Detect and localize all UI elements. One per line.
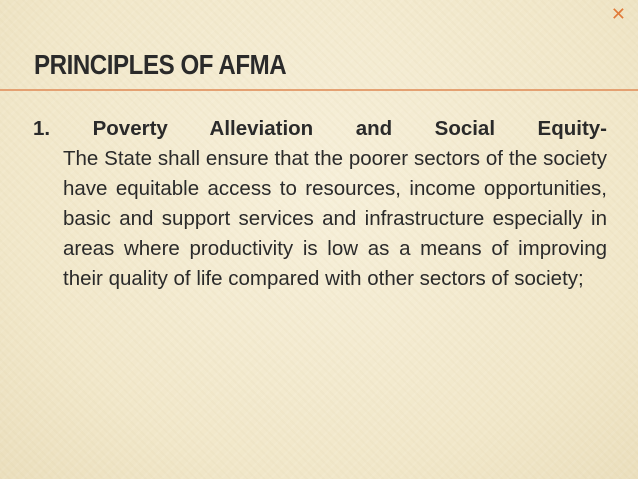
- principle-body: The State shall ensure that the poorer sectors of the society have equitable access to resources, income opportunities, basic and support services and infrastructure especially in areas where productivity is low as a means of improving their quality of life compared with other sectors of society;: [63, 147, 607, 291]
- principle-block: [33, 114, 607, 295]
- x-mark-icon: ✕: [610, 4, 626, 25]
- principle-heading: 1. Poverty Alleviation and Social Equity-: [33, 117, 607, 140]
- slide-title: PRINCIPLES OF AFMA: [34, 49, 287, 80]
- title-divider: [0, 89, 638, 91]
